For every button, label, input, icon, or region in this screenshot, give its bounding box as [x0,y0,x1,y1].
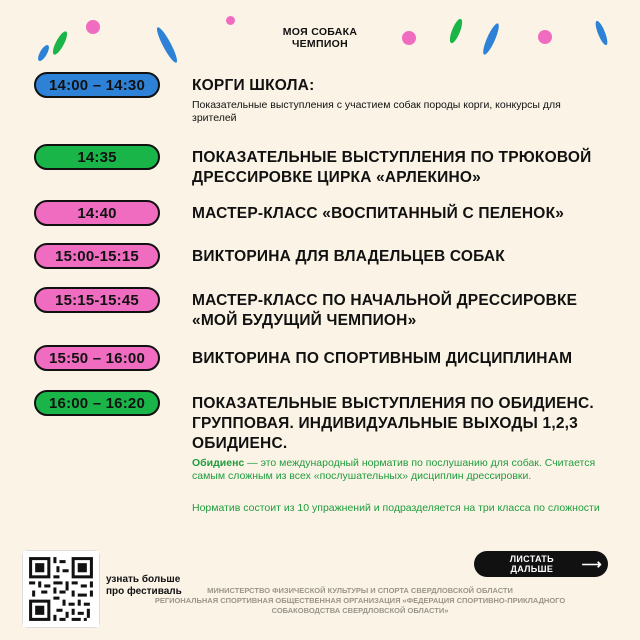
pink-dot-decoration [226,16,235,25]
brand-logo [270,26,370,50]
blue-leaf-decoration [36,43,51,62]
brand-line-2: ЧЕМПИОН [291,38,349,50]
qr-code-image [23,551,99,627]
qr-caption-line-1: узнать больше [106,574,181,585]
time-badge: 14:35 [34,144,160,170]
footer-line-3: СОБАКОВОДСТВА СВЕРДЛОВСКОЙ ОБЛАСТИ» [271,606,449,615]
qr-code[interactable] [22,550,100,628]
footer-organizers [110,586,610,616]
green-leaf-decoration [50,30,69,57]
obedience-definition [192,457,622,482]
brand-line-1: МОЯ СОБАКА [282,26,358,38]
footer-line-1: МИНИСТЕРСТВО ФИЗИЧЕСКОЙ КУЛЬТУРЫ И СПОРТА СВЕРДЛОВСКОЙ ОБЛАСТИ [207,586,513,595]
pink-dot-decoration [402,31,416,45]
time-badge: 14:00 – 14:30 [34,72,160,98]
pink-dot-decoration [538,30,552,44]
pink-dot-decoration [86,20,100,34]
obedience-definition-text: — это международный норматив по послушанию для собак. Считается самым сложным из всех «послушательных» дисциплин дрессировки. [192,457,596,482]
arrow-right-icon: ⟶ [581,556,602,572]
time-badge: 15:50 – 16:00 [34,345,160,371]
event-title: ВИКТОРИНА ДЛЯ ВЛАДЕЛЬЦЕВ СОБАК [192,248,505,265]
green-leaf-decoration [447,17,464,44]
obedience-term: Обидиенс [192,457,245,469]
next-page-button[interactable] [474,551,608,577]
event-title: КОРГИ ШКОЛА: [192,77,315,94]
event-title: МАСТЕР-КЛАСС «ВОСПИТАННЫЙ С ПЕЛЕНОК» [192,205,565,222]
blue-leaf-decoration [593,20,609,47]
time-badge: 15:15-15:45 [34,287,160,313]
footer-line-2: РЕГИОНАЛЬНАЯ СПОРТИВНАЯ ОБЩЕСТВЕННАЯ ОРГАНИЗАЦИЯ «ФЕДЕРАЦИЯ СПОРТИВНО-ПРИКЛАДНОГО [154,596,566,605]
time-badge: 16:00 – 16:20 [34,390,160,416]
time-badge: 14:40 [34,200,160,226]
qr-caption-line-2: про фестиваль [106,586,182,597]
event-title: ПОКАЗАТЕЛЬНЫЕ ВЫСТУПЛЕНИЯ ПО ТРЮКОВОЙ ДРЕССИРОВКЕ ЦИРКА «АРЛЕКИНО» [192,149,592,186]
time-badge: 15:00-15:15 [34,243,160,269]
event-title: ВИКТОРИНА ПО СПОРТИВНЫМ ДИСЦИПЛИНАМ [192,350,573,367]
next-page-button-label: ЛИСТАТЬ ДАЛЬШЕ [509,554,554,574]
obedience-structure: Норматив состоит из 10 упражнений и подразделяется на три класса по сложности [192,502,600,514]
blue-leaf-decoration [480,22,501,56]
event-title: МАСТЕР-КЛАСС ПО НАЧАЛЬНОЙ ДРЕССИРОВКЕ «МОЙ БУДУЩИЙ ЧЕМПИОН» [192,292,578,329]
event-description: Показательные выступления с участием собак породы корги, конкурсы для зрителей [192,99,561,124]
event-title: ПОКАЗАТЕЛЬНЫЕ ВЫСТУПЛЕНИЯ ПО ОБИДИЕНС. ГРУППОВАЯ. ИНДИВИДУАЛЬНЫЕ ВЫХОДЫ 1,2,3 ОБИДИЕНС. [192,395,594,452]
blue-leaf-decoration [154,25,180,64]
